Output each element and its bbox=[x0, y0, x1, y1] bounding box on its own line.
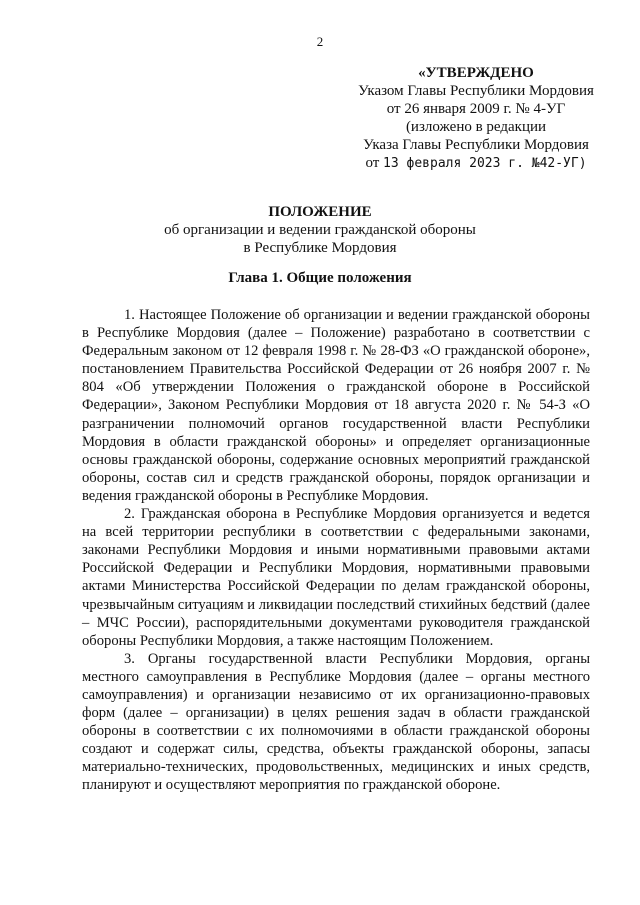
approval-line: Указом Главы Республики Мордовия bbox=[358, 83, 594, 99]
amendment-date-number: 13 февраля 2023 г. №42-УГ) bbox=[383, 156, 587, 171]
document-title: ПОЛОЖЕНИЕ bbox=[268, 204, 372, 220]
document-body bbox=[82, 306, 590, 795]
approval-line: (изложено в редакции bbox=[405, 119, 547, 135]
paragraph-1: 1. Настоящее Положение об организации и ведении гражданской обороны в Республике Мордовия (далее – Положение) разработано в соответствии с Федеральным законом от 12 февраля 1998 г. № 28-ФЗ «О гражданской обороне», постановлением Правительства Российской Федерации от 26 ноября 2007 г. № 804 «Об утверждении Положения о гражданской обороне в Российской Федерации», Законом Республики Мордовия от 18 августа 2020 г. № 54-З «О разграничении полномочий органов государственной власти Республики Мордовия в области гражданской обороны» и определяет организационные основы гражданской обороны, содержание основных мероприятий гражданской обороны, состав сил и средств гражданской обороны, порядок организации и ведения гражданской обороны в Республике Мордовия. bbox=[82, 307, 590, 504]
document-title-block bbox=[0, 203, 640, 257]
approval-line: от 26 января 2009 г. № 4-УГ bbox=[386, 101, 566, 117]
paragraph-2: 2. Гражданская оборона в Республике Мордовия организуется и ведется на всей территории республики в соответствии с федеральными законами, законами Республики Мордовия и иными нормативными правовыми актами Российской Федерации и Республики Мордовия, нормативными правовыми актами Министерства Российской Федерации по делам гражданской обороны, чрезвычайным ситуациям и ликвидации последствий стихийных бедствий (далее – МЧС России), распорядительными документами руководителя гражданской обороны Республики Мордовия, а также настоящим Положением. bbox=[82, 506, 590, 649]
approval-line: Указа Главы Республики Мордовия bbox=[363, 137, 589, 153]
page-number: 2 bbox=[316, 34, 324, 49]
document-subtitle: об организации и ведении гражданской обороны bbox=[164, 222, 476, 238]
chapter-heading: Глава 1. Общие положения bbox=[228, 270, 412, 286]
approval-stamp-block bbox=[340, 64, 612, 173]
approval-amendment-line bbox=[340, 154, 612, 173]
amendment-prefix: от bbox=[365, 155, 384, 171]
approval-heading: «УТВЕРЖДЕНО bbox=[418, 65, 534, 81]
paragraph-3: 3. Органы государственной власти Республики Мордовия, органы местного самоуправления в Республике Мордовия (далее – органы местного самоуправления) и организации независимо от их организационно-правовых форм (далее – организации) в целях решения задач в области гражданской обороны в соответствии с их полномочиями в области гражданской обороны создают и содержат силы, средства, объекты гражданской обороны, запасы материально-технических, продовольственных, медицинских и иных средств, планируют и осуществляют мероприятия по гражданской обороне. bbox=[82, 650, 590, 794]
document-subtitle: в Республике Мордовия bbox=[243, 240, 397, 256]
